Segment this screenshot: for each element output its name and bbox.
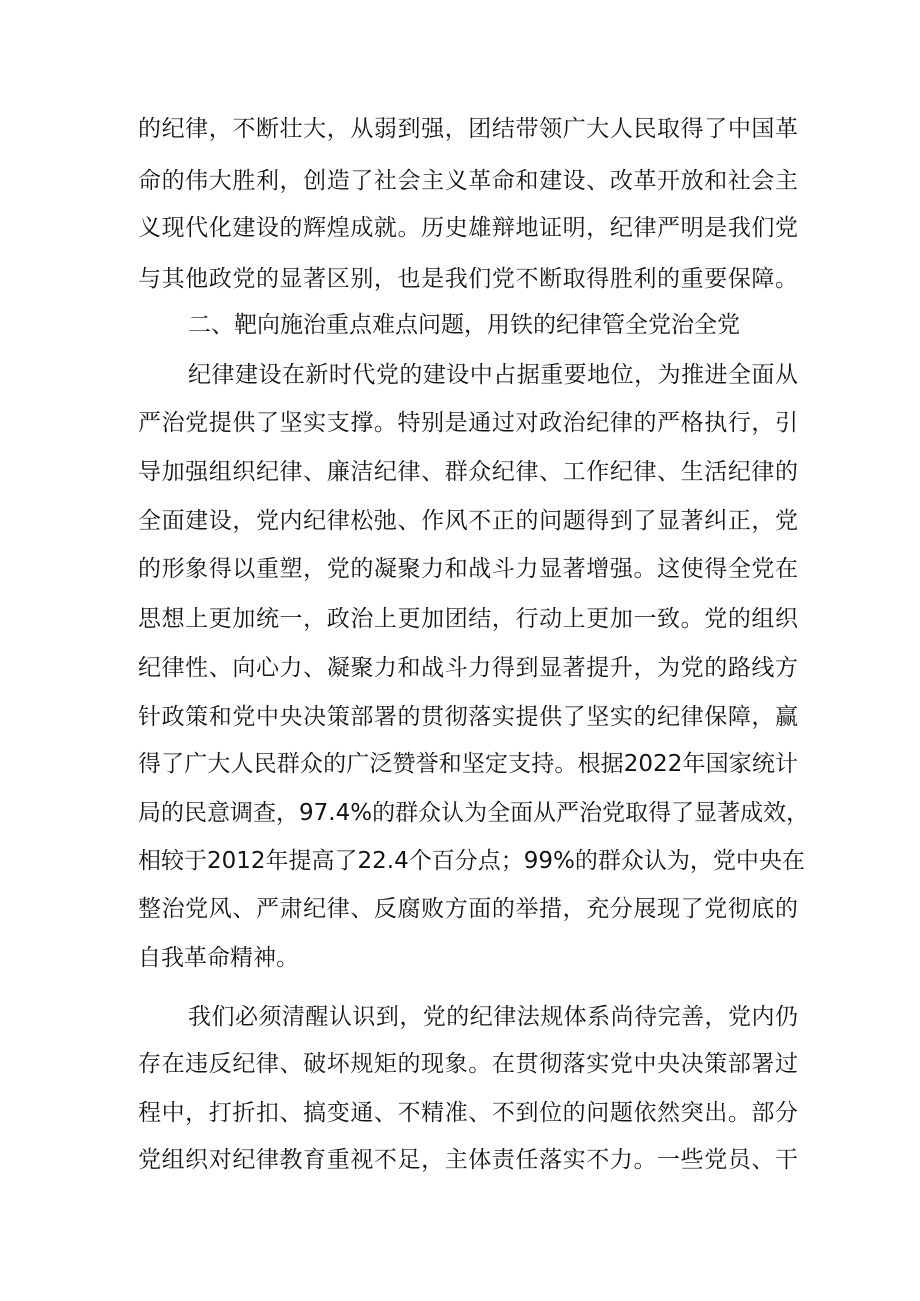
text-line: 我们必须清醒认识到，党的纪律法规体系尚待完善，党内仍 bbox=[188, 1004, 798, 1030]
text-line: 思想上更加统一，政治上更加团结，行动上更加一致。党的组织 bbox=[138, 606, 798, 632]
text-line: 纪律性、向心力、凝聚力和战斗力得到显著提升，为党的路线方 bbox=[138, 655, 798, 681]
text-line: 全面建设，党内纪律松弛、作风不正的问题得到了显著纠正，党 bbox=[138, 508, 798, 534]
text-line: 自我革命精神。 bbox=[138, 945, 299, 971]
text-line: 严治党提供了坚实支撑。特别是通过对政治纪律的严格执行，引 bbox=[138, 410, 798, 436]
text-line: 纪律建设在新时代党的建设中占据重要地位，为推进全面从 bbox=[188, 362, 798, 388]
text-line: 相较于2012年提高了22.4个百分点；99%的群众认为，党中央在 bbox=[138, 848, 805, 874]
text-line: 存在违反纪律、破坏规矩的现象。在贯彻落实党中央决策部署过 bbox=[138, 1051, 798, 1077]
text-line: 的纪律，不断壮大，从弱到强，团结带领广大人民取得了中国革 bbox=[138, 116, 798, 142]
text-line: 得了广大人民群众的广泛赞誉和坚定支持。根据2022年国家统计 bbox=[138, 751, 798, 777]
text-line: 的形象得以重塑，党的凝聚力和战斗力显著增强。这使得全党在 bbox=[138, 556, 798, 582]
text-line: 局的民意调查，97.4%的群众认为全面从严治党取得了显著成效， bbox=[138, 800, 810, 826]
text-line: 与其他政党的显著区别，也是我们党不断取得胜利的重要保障。 bbox=[138, 266, 798, 292]
text-line: 整治党风、严肃纪律、反腐败方面的举措，充分展现了党彻底的 bbox=[138, 896, 798, 922]
text-line: 程中，打折扣、搞变通、不精准、不到位的问题依然突出。部分 bbox=[138, 1100, 798, 1126]
text-line: 命的伟大胜利，创造了社会主义革命和建设、改革开放和社会主 bbox=[138, 168, 798, 194]
text-line: 党组织对纪律教育重视不足，主体责任落实不力。一些党员、干 bbox=[138, 1147, 798, 1173]
text-line: 针政策和党中央决策部署的贯彻落实提供了坚实的纪律保障，赢 bbox=[138, 704, 798, 730]
text-line: 义现代化建设的辉煌成就。历史雄辩地证明，纪律严明是我们党 bbox=[138, 215, 798, 241]
text-line: 导加强组织纪律、廉洁纪律、群众纪律、工作纪律、生活纪律的 bbox=[138, 459, 798, 485]
section-heading: 二、靶向施治重点难点问题，用铁的纪律管全党治全党 bbox=[188, 312, 740, 338]
